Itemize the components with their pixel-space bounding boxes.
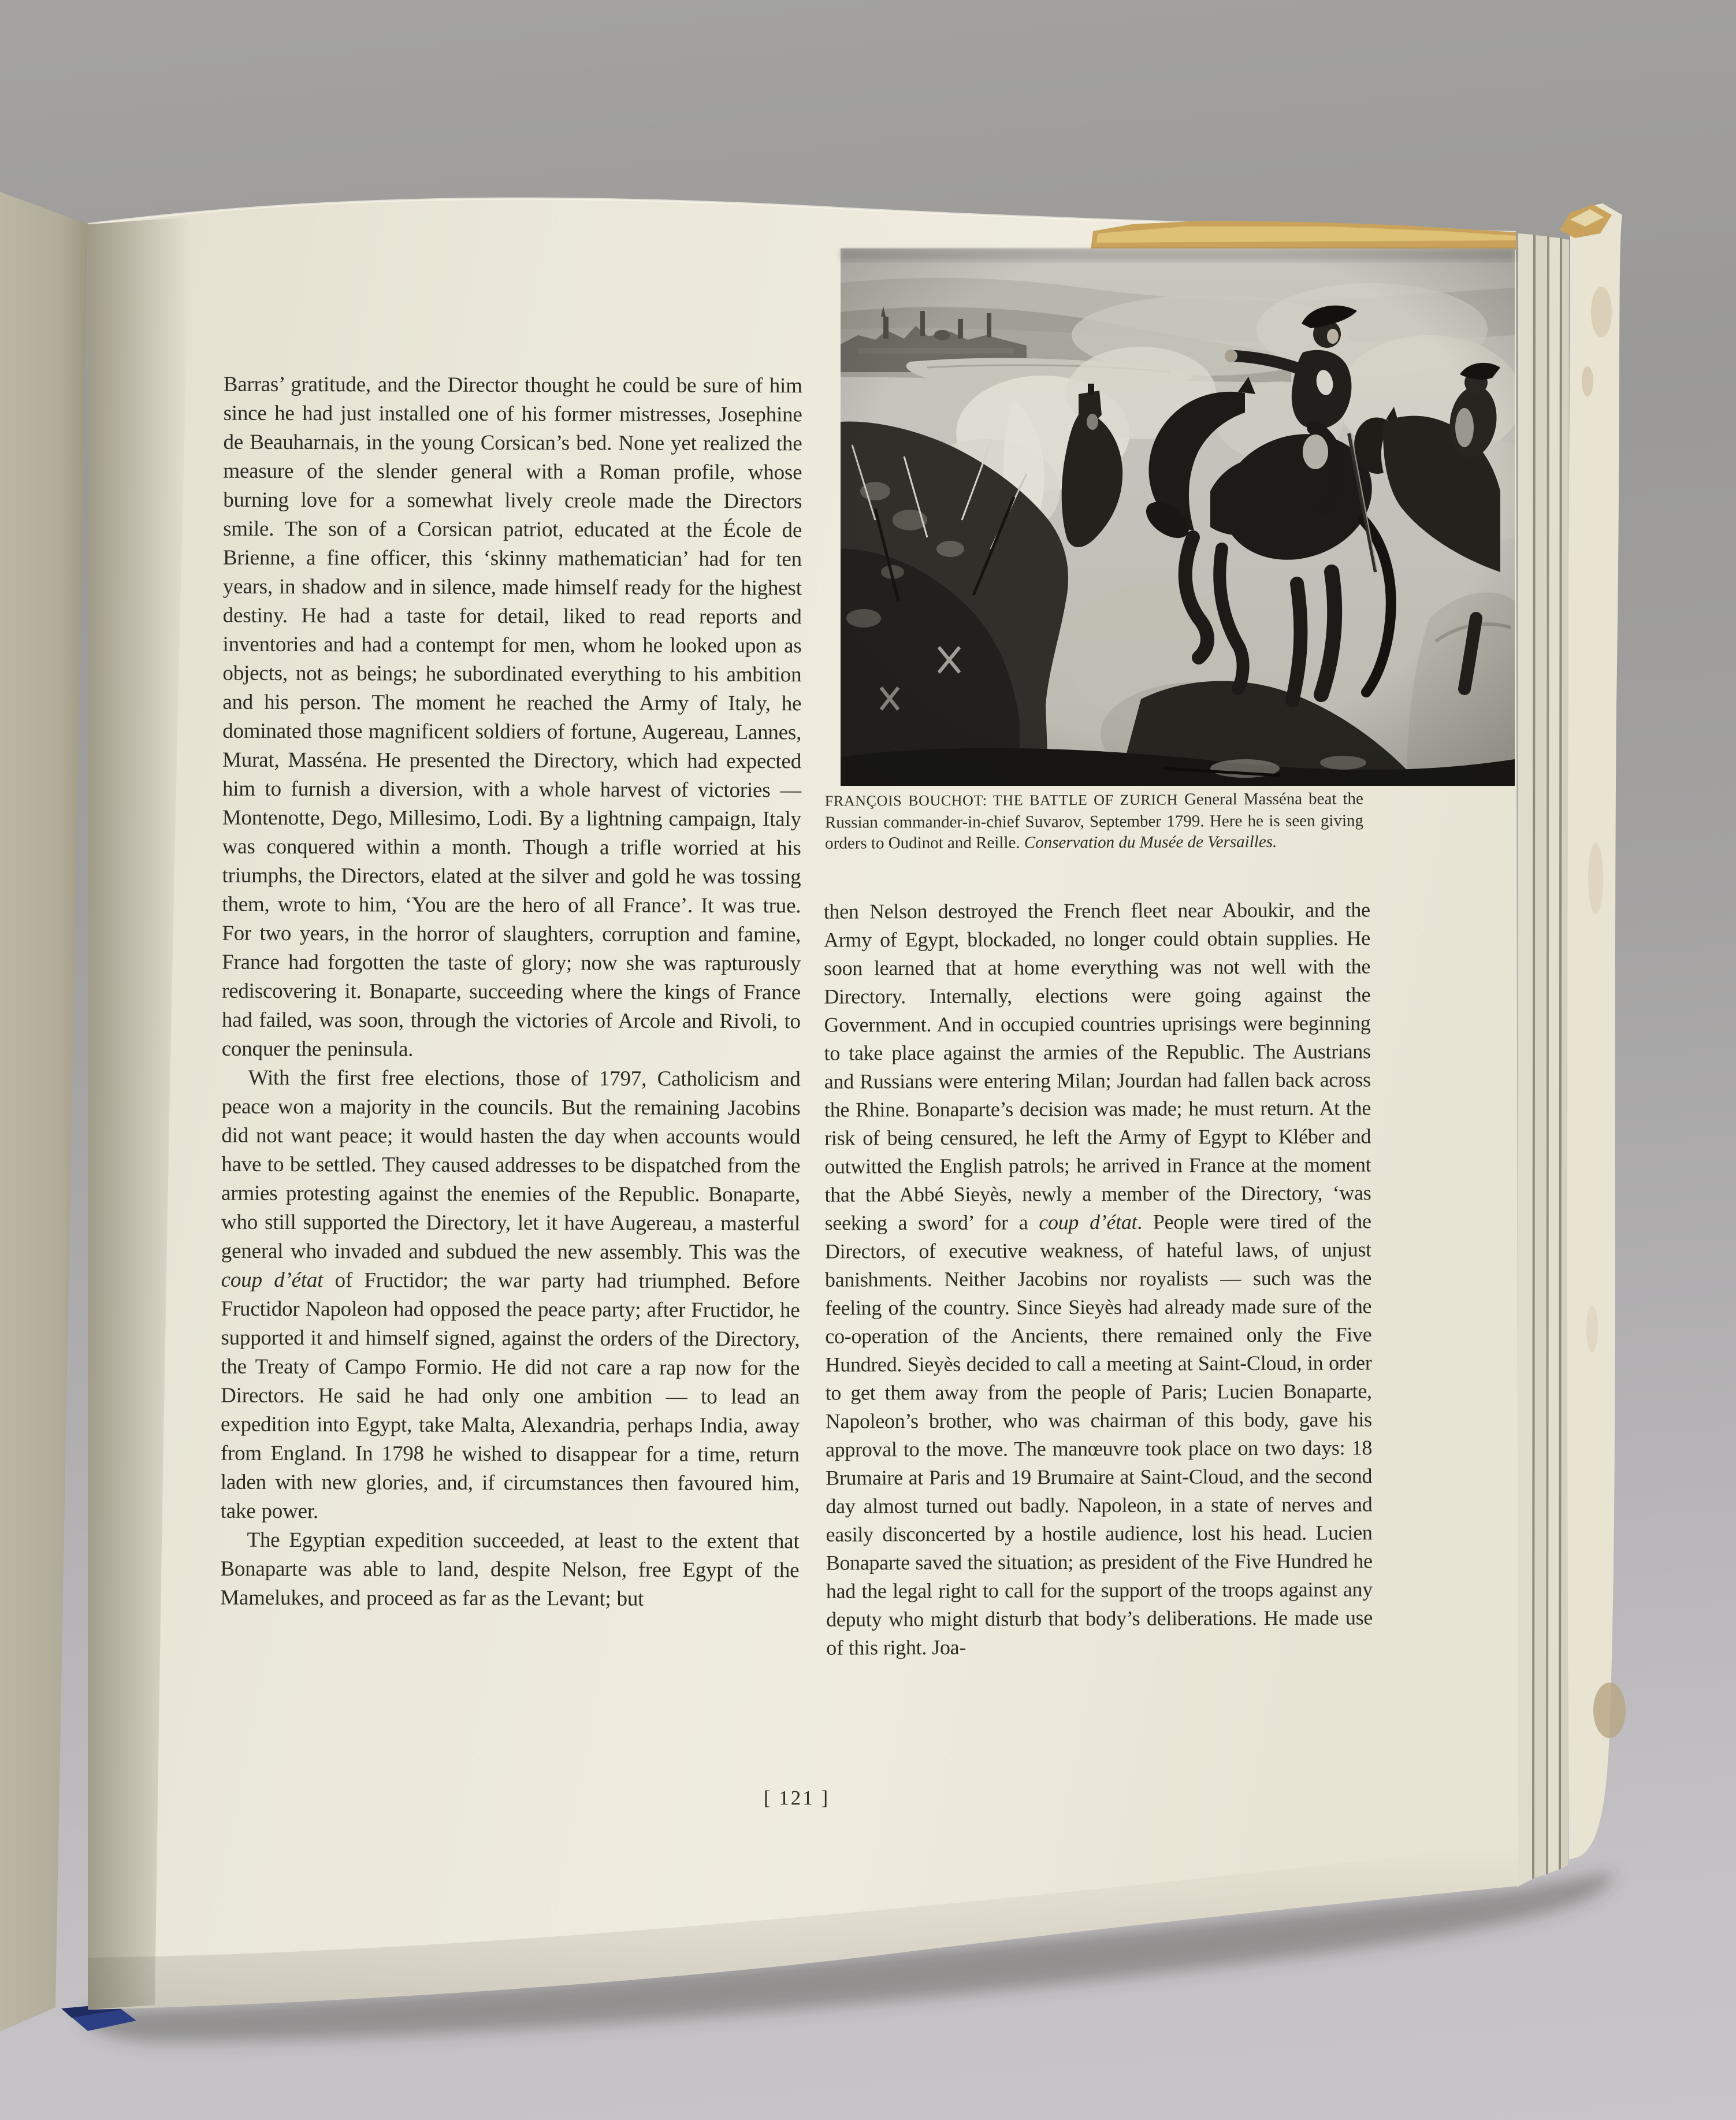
right-text-column [824,896,1373,1662]
page-number: [ 121 ] [763,1787,830,1809]
plate-caption: FRANÇOIS BOUCHOT: THE BATTLE OF ZURICH General Masséna beat the Russian commander-in-chief Suvarov, September 1799. Here he is seen giving orders to Oudinot and Reille. Conservation du Musée de Versailles. [824,789,1364,853]
left-text-column [220,370,802,1614]
paragraph-nelson-aboukir: then Nelson destroyed the French fleet near Aboukir, and the Army of Egypt, blockaded, no longer could obtain supplies. He soon learned that at home everything was not well with the Directory. Internally, elections were going against the Government. And in occupied countries uprisings were beginning to take place against the armies of the Republic. The Austrians and Russians were entering Milan; Jourdan had fallen back across the Rhine. Bonaparte’s decision was made; he must return. At the risk of being censured, he left the Army of Egypt to Kléber and outwitted the English patrols; he arrived in France at the moment that the Abbé Sieyès, newly a member of the Directory, ‘was seeking a sword’ for a coup d’état. People were tired of the Directors, of executive weakness, of hateful laws, of unjust banishments. Neither Jacobins nor royalists — such was the feeling of the country. Since Sieyès had already made sure of the co-operation of the Ancients, there remained only the Five Hundred. Sieyès decided to call a meeting at Saint-Cloud, in order to get them away from the people of Paris; Lucien Bonaparte, Napoleon’s brother, who was chairman of this body, gave his approval to the move. The manœuvre took place on two days: 18 Brumaire at Paris and 19 Brumaire at Saint-Cloud, and the second day almost turned out badly. Napoleon, in a state of nerves and easily disconcerted by a hostile audience, lost his head. Lucien Bonaparte saved the situation; as president of the Five Hundred he had the legal right to call for the support of the troops against any deputy who might disturb that body’s deliberations. He made use of this right. Joa- [823,898,1373,1659]
paragraph-free-elections: With the first free elections, those of 1797, Catholicism and peace won a majority in the councils. But the remaining Jacobins did not want peace; it would hasten the day when accounts would have to be settled. They caused addresses to be dispatched from the armies protesting against the enemies of the Republic. Bonaparte, who still supported the Directory, let it have Augereau, a masterful general who invaded and subdued the new assembly. This was the coup d’état of Fructidor; the war party had triumphed. Before Fructidor Napoleon had opposed the peace party; after Fructidor, he supported it and himself signed, against the orders of the Directory, the Treaty of Campo Formio. He did not care a rap now for the Directors. He said he had only one ambition — to lead an expedition into Egypt, take Malta, Alexandria, perhaps India, away from England. In 1798 he wished to disappear for a time, return laden with new glories, and, if circumstances then favoured him, take power. [220,1065,801,1524]
paragraph-egyptian-expedition: The Egyptian expedition succeeded, at least to the extent that Bonaparte was able to land, despite Nelson, free Egypt of the Mamelukes, and proceed as far as the Levant; but [220,1528,800,1611]
paragraph-barras-gratitude: Barras’ gratitude, and the Director thought he could be sure of him since he had just installed one of his former mistresses, Josephine de Beauharnais, in the young Corsican’s bed. None yet realized the measure of the slender general with a Roman profile, whose burning love for a somewhat lively creole made the Directors smile. The son of a Corsican patriot, educated at the École de Brienne, a fine officer, this ‘skinny mathematician’ had for ten years, in shadow and in silence, made himself ready for the highest destiny. He had a taste for detail, liked to read reports and inventories and had a contempt for men, whom he looked upon as objects, not as beings; he subordinated everything to his ambition and his person. The moment he reached the Army of Italy, he dominated those magnificent soldiers of fortune, Augereau, Lannes, Murat, Masséna. He presented the Directory, which had expected him to furnish a diversion, with a whole harvest of victories — Montenotte, Dego, Millesimo, Lodi. By a lightning campaign, Italy was conquered within a month. Though a trifle worried at his triumphs, the Directors, elated at the silver and gold he was tossing them, wrote to him, ‘You are the hero of all France’. It was true. For two years, in the horror of slaughters, corruption and famine, France had forgotten the taste of glory; now she was rapturously rediscovering it. Bonaparte, succeeding where the kings of France had failed, was soon, through the victories of Arcole and Rivoli, to conquer the peninsula. [221,372,802,1061]
